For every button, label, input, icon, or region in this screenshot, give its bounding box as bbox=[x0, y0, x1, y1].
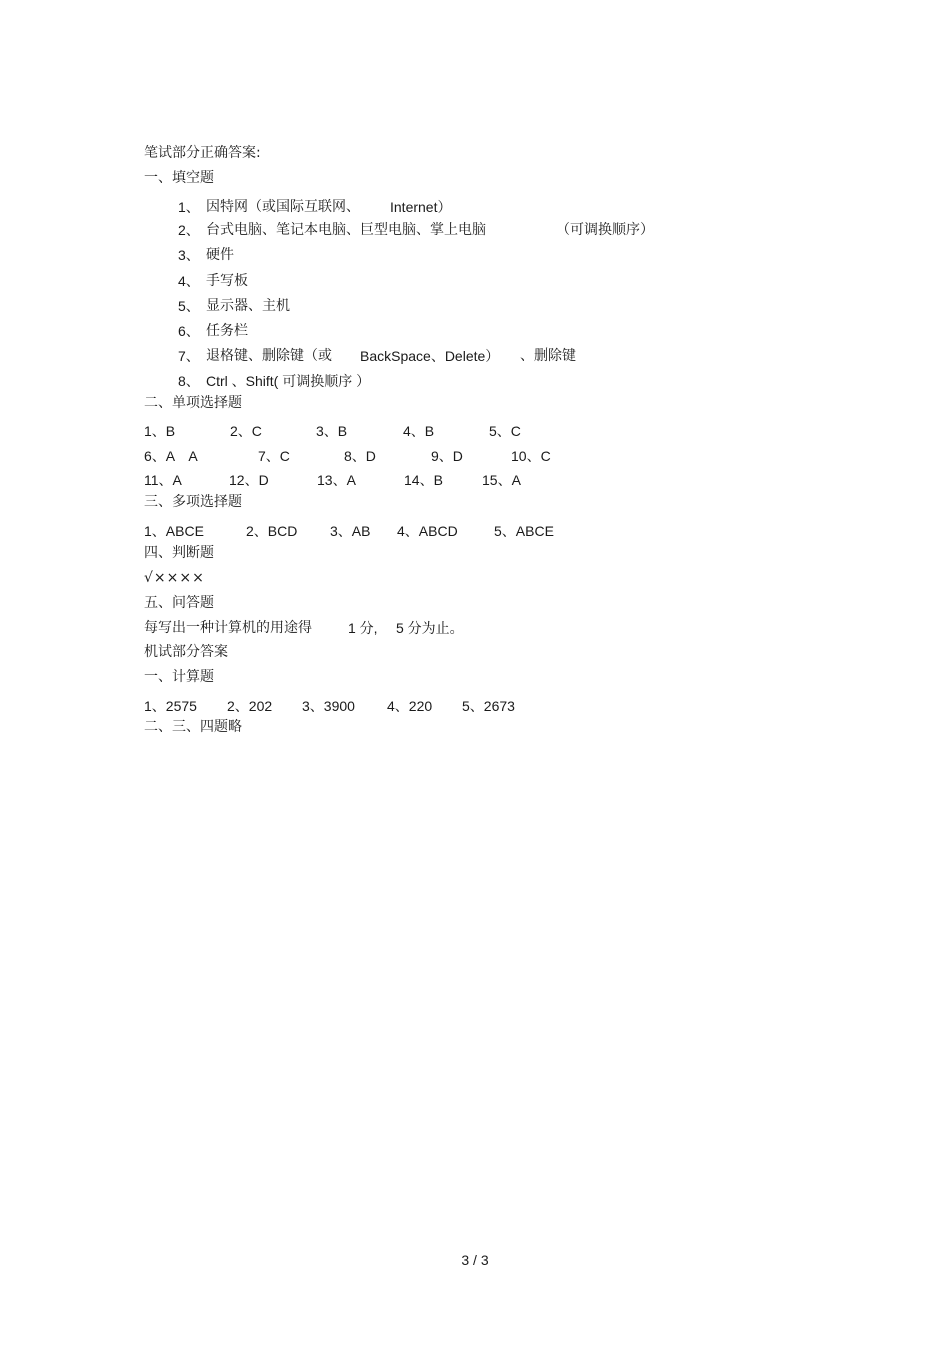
page-number: 3 / 3 bbox=[461, 1252, 489, 1268]
section-multi-heading: 三、多项选择题 bbox=[144, 494, 242, 510]
section-qa-heading: 五、问答题 bbox=[144, 595, 214, 611]
machine-title: 机试部分答案 bbox=[144, 644, 228, 660]
judge-answer: √×××× bbox=[144, 570, 205, 586]
section-single-heading: 二、单项选择题 bbox=[144, 395, 242, 411]
section-judge-heading: 四、判断题 bbox=[144, 545, 214, 561]
section-calc-heading: 一、计算题 bbox=[144, 669, 214, 685]
document-page: 笔试部分正确答案: 一、填空题 1、 因特网（或国际互联网、 Internet） 2、 台式电脑、笔记本电脑、巨型电脑、掌上电脑 （可调换顺序） 3、 硬件 4、 手写板 5、 显示器、主机 6、 任务栏 7、 退格键、删除键（或 BackSpace、Delete） 、删除键 8、 Ctrl 、Shift( 可调换顺序 ） 二、单项选择题 1、B 2、C 3、B 4、B 5、C 6、A A 7、C 8、D 9、D 10、C 11、A 12、D 13、A 14、B 15、A 三、多项选择题 1、ABCE 2、BCD 3、AB 4、ABCD 5、ABCE 四、判断题 √×××× 五、问答题 每写出一种计算机的用途得 1 分, 5 分为止。 机试部分答案 一、计算题 1、2575 2、202 3、3900 4、220 5、2673 二、三、四题略 3 / 3 bbox=[0, 0, 950, 1345]
answers-title: 笔试部分正确答案: bbox=[144, 145, 261, 161]
section-fill-heading: 一、填空题 bbox=[144, 170, 214, 186]
remaining-note: 二、三、四题略 bbox=[144, 719, 242, 735]
